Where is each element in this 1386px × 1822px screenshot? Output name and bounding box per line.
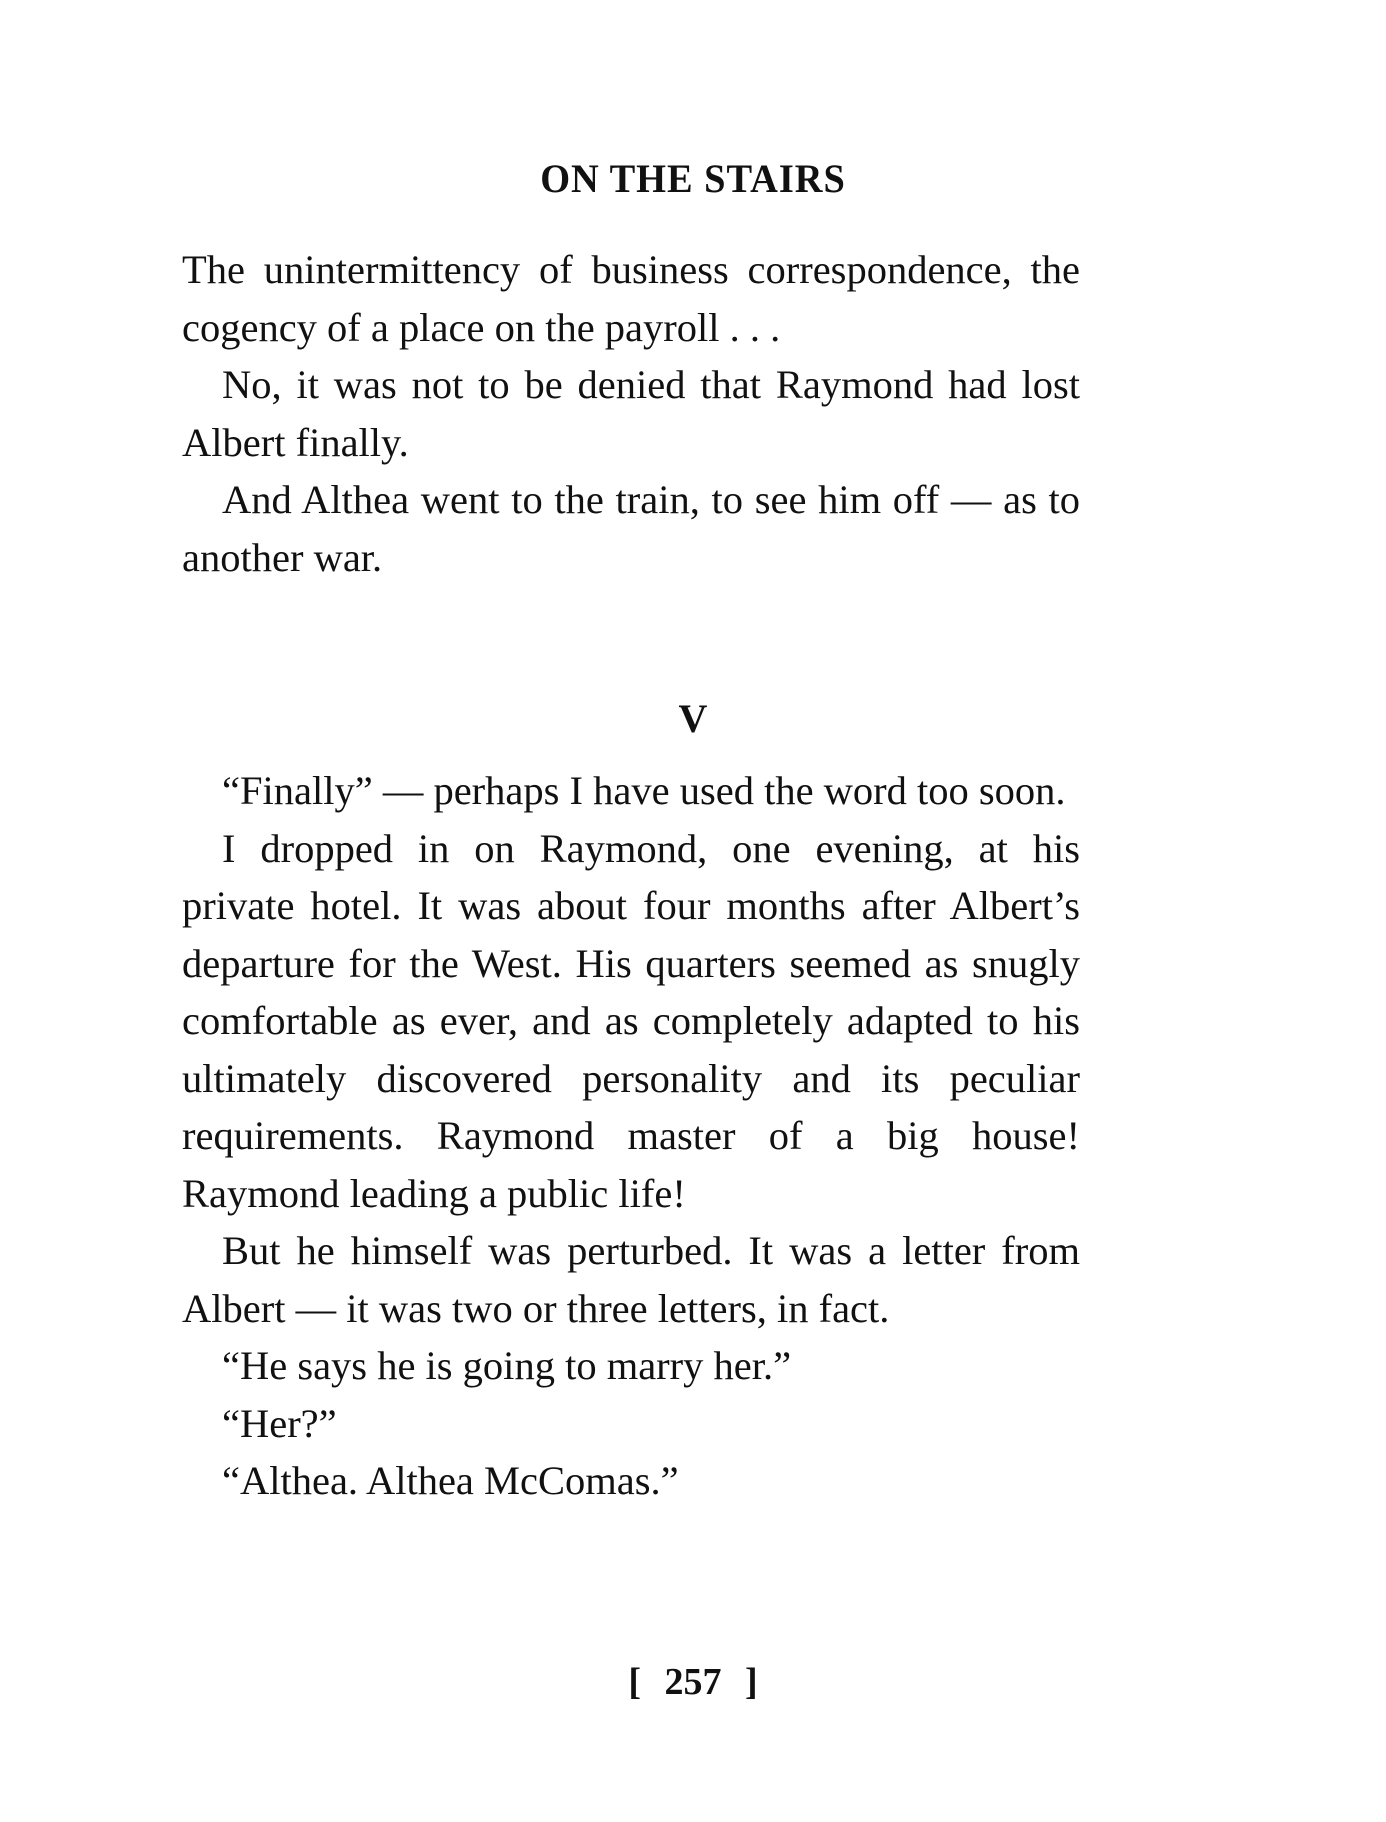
text-block-top [182,241,1080,586]
page-number: [ 257 ] [628,1661,758,1703]
paragraph: “Finally” — perhaps I have used the word too soon. [222,768,1066,813]
text-block-bottom [182,762,1080,1510]
paragraph: No, it was not to be denied that Raymond had lost Albert finally. [182,362,1080,465]
paragraph: The unintermittency of business correspondence, the cogency of a place on the payroll . . . [182,247,1080,350]
paragraph: I dropped in on Raymond, one evening, at his private hotel. It was about four months after Albert’s departure for the West. His quarters seemed as snugly comfortable as ever, and as completely adapted to his ultimately discovered personality and its peculiar requirements. Raymond master of a big house! Raymond leading a public life! [182,825,1080,1216]
section-number: V [678,696,708,741]
running-head: ON THE STAIRS [540,156,846,201]
dialogue-line: “Althea. Althea McComas.” [222,1458,679,1503]
paragraph: But he himself was perturbed. It was a letter from Albert — it was two or three letters, in fact. [182,1228,1080,1331]
dialogue-line: “Her?” [222,1400,337,1446]
paragraph: And Althea went to the train, to see him off — as to another war. [182,477,1080,580]
dialogue-line: “He says he is going to marry her.” [222,1343,792,1388]
